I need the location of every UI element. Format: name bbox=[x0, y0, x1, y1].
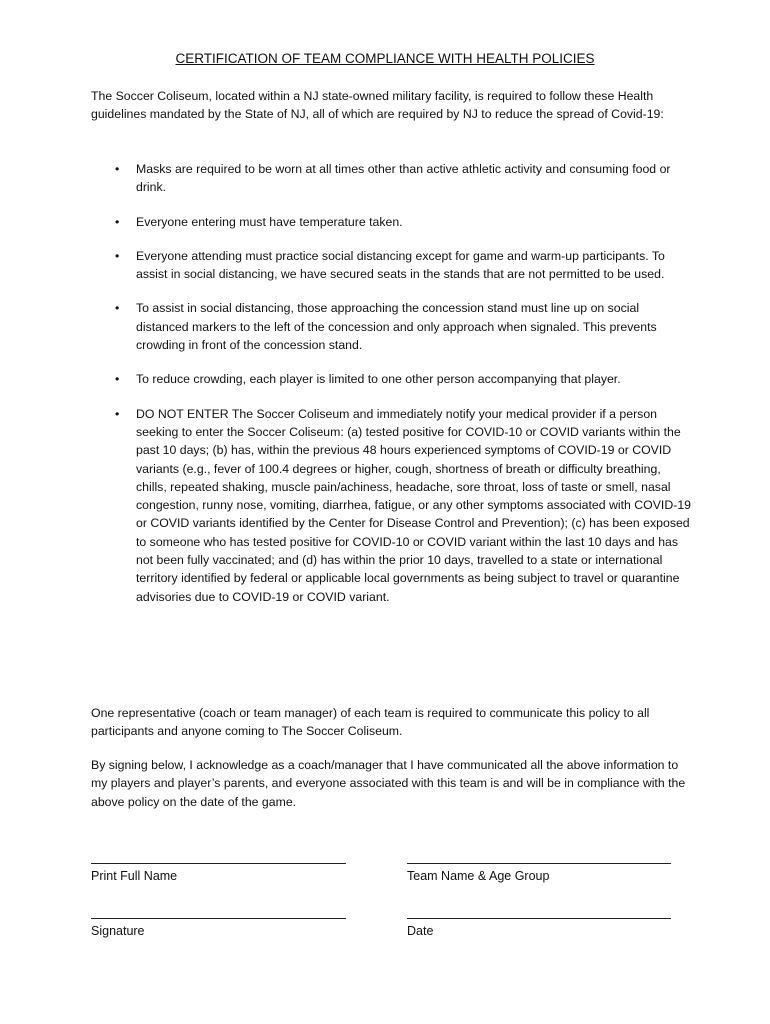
representative-paragraph: One representative (coach or team manager) of each team is required to communicate this policy to all participants and anyone coming to The Soccer Coliseum. bbox=[91, 706, 650, 739]
policy-list bbox=[91, 160, 691, 622]
policy-text: To assist in social distancing, those approaching the concession stand must line up on social distanced markers to the left of the concession and only approach when signaled. This prevents crowding in front of the concession stand. bbox=[136, 301, 657, 353]
print-name-label: Print Full Name bbox=[91, 869, 178, 883]
policy-item-temperature bbox=[91, 213, 691, 231]
date-line[interactable] bbox=[407, 918, 671, 919]
date-label: Date bbox=[407, 924, 434, 938]
bullet-icon: • bbox=[115, 248, 120, 263]
policy-text: DO NOT ENTER The Soccer Coliseum and immediately notify your medical provider if a person seeking to enter the Soccer Coliseum: (a) tested positive for COVID-10 or COVID variants within the past 10 days; (b) has, within the previous 48 hours experienced symptoms of COVID-19 or COVID variants (e.g., fever of 100.4 degrees or higher, cough, shortness of breath or difficulty breathing, chills, repeated shaking, muscle pain/achiness, headache, sore throat, loss of taste or smell, nasal congestion, runny nose, vomiting, diarrhea, fatigue, or any other symptoms associated with COVID-19 or COVID variants identified by the Center for Disease Control and Prevention); (c) has been exposed to someone who has tested positive for COVID-10 or COVID variant within the last 10 days and has not been fully vaccinated; and (d) has within the prior 10 days, travelled to a state or international territory identified by federal or applicable local governments as being subject to travel or quarantine advisories due to COVID-19 or COVID variant. bbox=[136, 406, 691, 604]
document-title: CERTIFICATION OF TEAM COMPLIANCE WITH HEALTH POLICIES bbox=[175, 51, 595, 66]
team-name-label: Team Name & Age Group bbox=[407, 869, 550, 883]
team-name-line[interactable] bbox=[407, 863, 671, 864]
policy-text: Everyone attending must practice social distancing except for game and warm-up participants. To assist in social distancing, we have secured seats in the stands that are not permitted to be used. bbox=[136, 248, 665, 282]
policy-text: To reduce crowding, each player is limited to one other person accompanying that player. bbox=[136, 372, 621, 387]
policy-item-masks bbox=[91, 160, 691, 197]
bullet-icon: • bbox=[115, 301, 120, 316]
bullet-icon: • bbox=[115, 406, 120, 421]
bullet-icon: • bbox=[115, 162, 120, 176]
intro-paragraph: The Soccer Coliseum, located within a NJ state-owned military facility, is required to follow these Health guidelines mandated by the State of NJ, all of which are required by NJ to reduce the spread of Covid-19: bbox=[91, 89, 664, 122]
policy-text: Masks are required to be worn at all times other than active athletic activity and consuming food or drink. bbox=[136, 162, 671, 195]
print-name-line[interactable] bbox=[91, 863, 346, 864]
policy-item-social-distancing bbox=[91, 247, 691, 284]
signature-label: Signature bbox=[91, 924, 145, 938]
policy-item-concession bbox=[91, 299, 691, 354]
bullet-icon: • bbox=[115, 372, 120, 387]
policy-item-crowding bbox=[91, 370, 691, 388]
acknowledgement-paragraph: By signing below, I acknowledge as a coach/manager that I have communicated all the above information to my players and player’s parents, and everyone associated with this team is and will be in compliance with the above policy on the date of the game. bbox=[91, 758, 686, 809]
policy-text: Everyone entering must have temperature taken. bbox=[136, 214, 403, 229]
policy-item-do-not-enter bbox=[91, 405, 691, 606]
bullet-icon: • bbox=[115, 214, 120, 229]
signature-line[interactable] bbox=[91, 918, 346, 919]
